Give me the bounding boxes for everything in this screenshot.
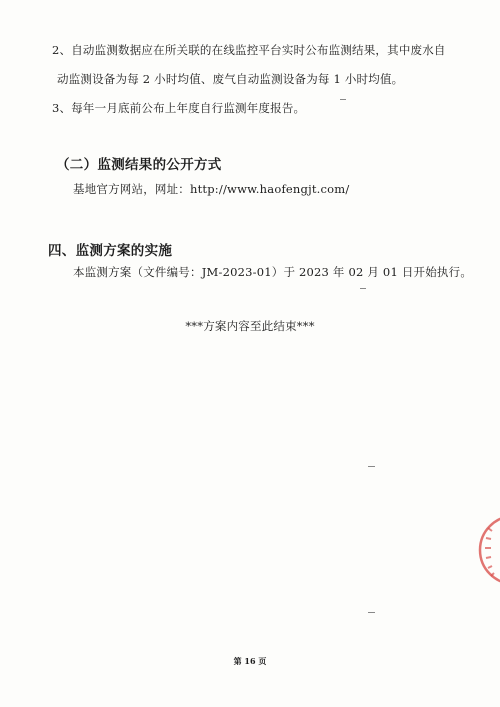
end-text: ***方案内容至此结束*** xyxy=(185,319,315,333)
paragraph-2-line2: 动监测设备为每 2 小时均值、废气自动监测设备为每 1 小时均值。 xyxy=(57,72,404,86)
paragraph-3: 3、每年一月底前公布上年度自行监测年度报告。 xyxy=(52,101,306,115)
implementation-line: 本监测方案（文件编号：JM-2023-01）于 2023 年 02 月 01 日开始执行。 xyxy=(73,265,473,279)
red-seal-stamp xyxy=(474,510,500,590)
page-number-footer: 第 16 页 xyxy=(233,656,267,666)
website-line: 基地官方网站，网址：http://www.haofengjt.com/ xyxy=(73,182,350,196)
scan-mark xyxy=(340,99,346,100)
scan-mark xyxy=(360,288,366,289)
paragraph-2-line1: 2、自动监测数据应在所关联的在线监控平台实时公布监测结果，其中废水自 xyxy=(52,43,446,57)
scan-mark xyxy=(368,466,375,467)
section-heading: 四、监测方案的实施 xyxy=(48,243,173,259)
scan-mark xyxy=(368,612,375,613)
subheading: （二）监测结果的公开方式 xyxy=(56,157,222,173)
